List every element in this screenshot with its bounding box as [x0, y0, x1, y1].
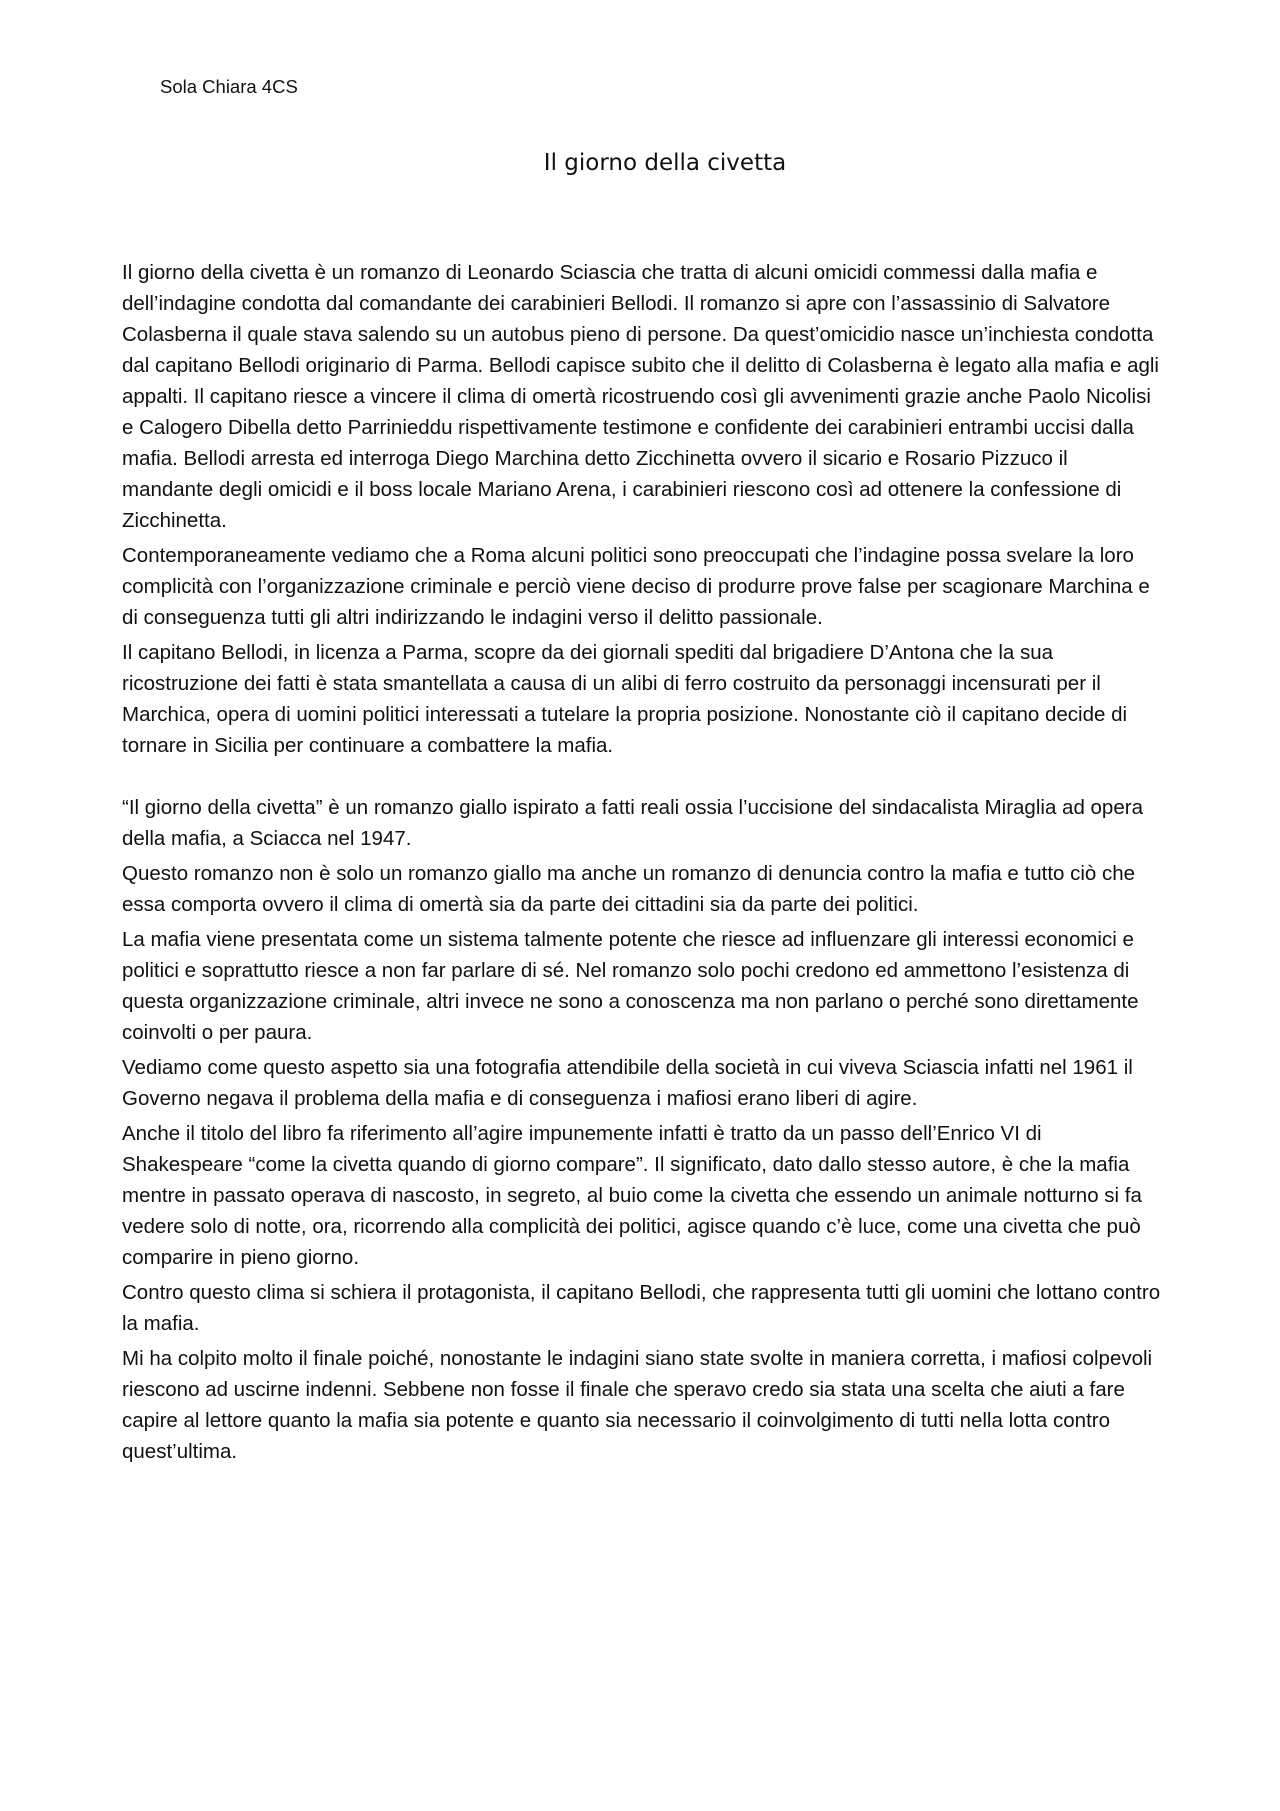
paragraph-bellodi-parma: Il capitano Bellodi, in licenza a Parma, scopre da dei giornali spediti dal brigadiere D’Antona che la sua ricostruzione dei fatti è stata smantellata a causa di un alibi di ferro costruito da personaggi incensurati per il Marchica, opera di uomini politici interessati a tutelare la propria posizione. Nonostante ciò il capitano decide di tornare in Sicilia per continuare a combattere la mafia.	[122, 641, 1128, 757]
paragraph-denunciation: Questo romanzo non è solo un romanzo giallo ma anche un romanzo di denuncia contro la mafia e tutto ciò che essa comporta ovvero il clima di omertà sia da parte dei cittadini sia da parte dei politici.	[122, 862, 1136, 916]
paragraph-plot-summary: Il giorno della civetta è un romanzo di Leonardo Sciascia che tratta di alcuni omicidi commessi dalla mafia e dell’indagine condotta dal comandante dei carabinieri Bellodi. Il romanzo si apre con l’assassinio di Salvatore Colasberna il quale stava salendo su un autobus pieno di persone. Da quest’omicidio nasce un’inchiesta condotta dal capitano Bellodi originario di Parma. Bellodi capisce subito che il delitto di Colasberna è legato alla mafia e agli appalti. Il capitano riesce a vincere il clima di omertà ricostruendo così gli avvenimenti grazie anche Paolo Nicolisi e Calogero Dibella detto Parrinieddu rispettivamente testimone e confidente dei carabinieri entrambi uccisi dalla mafia. Bellodi arresta ed interroga Diego Marchina detto Zicchinetta ovvero il sicario e Rosario Pizzuco il mandante degli omicidi e il boss locale Mariano Arena, i carabinieri riescono così ad ottenere la confessione di Zicchinetta.	[122, 261, 1159, 532]
paragraph-real-events: “Il giorno della civetta” è un romanzo giallo ispirato a fatti reali ossia l’uccisione del sindacalista Miraglia ad opera della mafia, a Sciacca nel 1947.	[122, 796, 1143, 850]
paragraph-society-1961: Vediamo come questo aspetto sia una fotografia attendibile della società in cui viveva Sciascia infatti nel 1961 il Governo negava il problema della mafia e di conseguenza i mafiosi erano liberi di agire.	[122, 1056, 1133, 1110]
paragraph-ending-opinion: Mi ha colpito molto il finale poiché, nonostante le indagini siano state svolte in maniera corretta, i mafiosi colpevoli riescono ad uscirne indenni. Sebbene non fosse il finale che speravo credo sia stata una scelta che aiuti a fare capire al lettore quanto la mafia sia potente e quanto sia necessario il coinvolgimento di tutti nella lotta contro quest’ultima.	[122, 1347, 1153, 1463]
document-body	[122, 257, 1164, 1471]
paragraph-protagonist: Contro questo clima si schiera il protagonista, il capitano Bellodi, che rappresenta tutti gli uomini che lottano contro la mafia.	[122, 1281, 1161, 1335]
document-title: Il giorno della civetta	[543, 150, 787, 176]
paragraph-mafia-system: La mafia viene presentata come un sistema talmente potente che riesce ad influenzare gli interessi economici e politici e soprattutto riesce a non far parlare di sé. Nel romanzo solo pochi credono ed ammettono l’esistenza di questa organizzazione criminale, altri invece ne sono a conoscenza ma non parlano o perché sono direttamente coinvolti o per paura.	[122, 928, 1139, 1044]
paragraph-rome-politicians: Contemporaneamente vediamo che a Roma alcuni politici sono preoccupati che l’indagine possa svelare la loro complicità con l’organizzazione criminale e perciò viene deciso di produrre prove false per scagionare Marchina e di conseguenza tutti gli altri indirizzando le indagini verso il delitto passionale.	[122, 544, 1150, 629]
author-line: Sola Chiara 4CS	[160, 76, 298, 97]
paragraph-title-meaning: Anche il titolo del libro fa riferimento all’agire impunemente infatti è tratto da un passo dell’Enrico VI di Shakespeare “come la civetta quando di giorno compare”. Il significato, dato dallo stesso autore, è che la mafia mentre in passato operava di nascosto, in segreto, al buio come la civetta che essendo un animale notturno si fa vedere solo di notte, ora, ricorrendo alla complicità dei politici, agisce quando c’è luce, come una civetta che può comparire in pieno giorno.	[122, 1122, 1142, 1269]
